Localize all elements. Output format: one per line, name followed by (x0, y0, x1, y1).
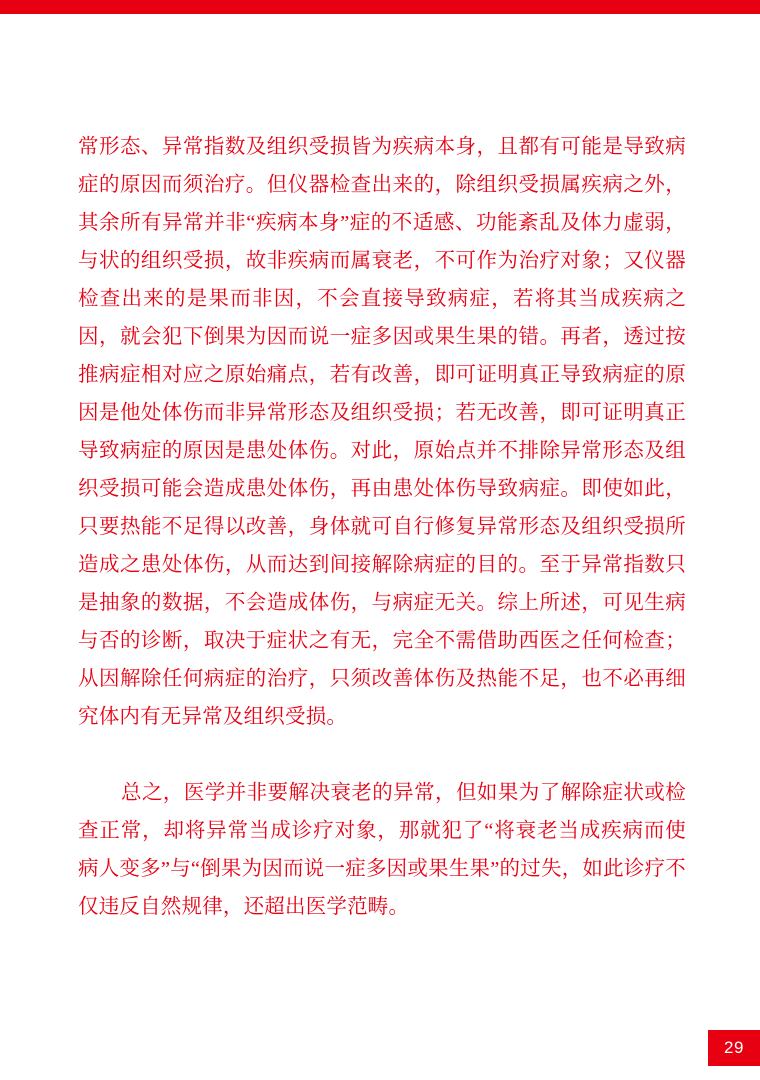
paragraph-2: 总之，医学并非要解决衰老的异常，但如果为了解除症状或检查正常，却将异常当成诊疗对象，那就犯了“将衰老当成疾病而使病人变多”与“倒果为因而说一症多因或果生果”的过失，如此诊疗不仅违反自然规律，还超出医学范畴。 (78, 782, 686, 918)
page-content (78, 128, 686, 926)
top-accent-bar (0, 0, 760, 14)
page-number-badge: 29 (708, 1030, 760, 1066)
paragraph-1: 常形态、异常指数及组织受损皆为疾病本身，且都有可能是导致病症的原因而须治疗。但仪器检查出来的，除组织受损属疾病之外，其余所有异常并非“疾病本身”症的不适感、功能紊乱及体力虚弱，与状的组织受损，故非疾病而属衰老，不可作为治疗对象；又仪器检查出来的是果而非因，不会直接导致病症，若将其当成疾病之因，就会犯下倒果为因而说一症多因或果生果的错。再者，透过按推病症相对应之原始痛点，若有改善，即可证明真正导致病症的原因是他处体伤而非异常形态及组织受损；若无改善，即可证明真正导致病症的原因是患处体伤。对此，原始点并不排除异常形态及组织受损可能会造成患处体伤，再由患处体伤导致病症。即使如此，只要热能不足得以改善，身体就可自行修复异常形态及组织受损所造成之患处体伤，从而达到间接解除病症的目的。至于异常指数只是抽象的数据，不会造成体伤，与病症无关。综上所述，可见生病与否的诊断，取决于症状之有无，完全不需借助西医之任何检查；从因解除任何病症的治疗，只须改善体伤及热能不足，也不必再细究体内有无异常及组织受损。 (78, 136, 686, 728)
